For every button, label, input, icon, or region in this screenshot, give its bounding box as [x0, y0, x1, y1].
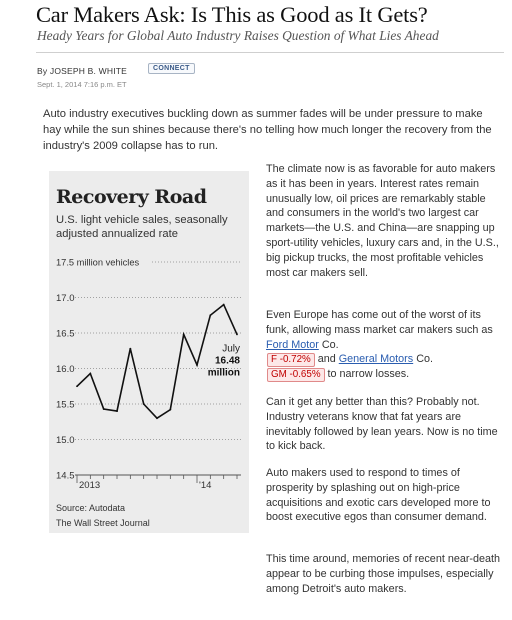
chart-source: Source: Autodata: [56, 503, 126, 513]
data-point: [89, 373, 91, 375]
chart-credit: The Wall Street Journal: [56, 518, 150, 528]
data-point: [143, 403, 145, 405]
dateline: Sept. 1, 2014 7:16 p.m. ET: [37, 80, 127, 89]
data-point: [236, 334, 238, 336]
chart-svg: [49, 171, 249, 533]
byline: By JOSEPH B. WHITE: [37, 66, 128, 76]
paragraph-3: Can it get any better than this? Probably not. Industry veterans know that fat years are inevitably followed by lean years. Now is no time to kick back.: [266, 396, 498, 453]
annotation-unit: million: [207, 367, 240, 379]
general-motors-link[interactable]: General Motors: [338, 353, 414, 366]
y-axis-top-label: 17.5 million vehicles: [56, 257, 140, 268]
y-tick-label: 15.0: [56, 435, 75, 446]
data-point: [116, 410, 118, 412]
y-tick-label: 16.5: [56, 328, 75, 340]
paragraph-5: This time around, memories of recent near-death appear to be curbing those impulses, especially among Detroit's auto makers.: [266, 553, 501, 595]
divider: [36, 52, 504, 53]
data-point: [169, 409, 171, 411]
data-point: [103, 408, 105, 410]
y-tick-label: 17.0: [56, 293, 75, 304]
chart-subtitle-line-2: adjusted annualized rate: [56, 228, 178, 240]
recovery-road-chart: [49, 171, 249, 533]
data-point: [76, 385, 78, 387]
ford-ticker-badge[interactable]: F -0.72%: [267, 353, 315, 367]
chart-subtitle-line-1: U.S. light vehicle sales, seasonally: [56, 214, 228, 226]
annotation-month: July: [222, 343, 240, 355]
lead-paragraph: Auto industry executives buckling down as summer fades will be under pressure to make hay while the sun shines because there's no telling how much longer the recovery from the industry's 2009 collapse has to run.: [43, 108, 492, 152]
paragraph-1: The climate now is as favorable for auto makers as it has been in years. Interest rates remain unusually low, oil prices are remarkably stable and consumers in the world's two largest car markets—the U.S. and China—are snapping up sport-utility vehicles, luxury cars and, in the U.S., big pickup trucks, the most profitable vehicles most car makers sell.: [266, 163, 499, 279]
sales-series-line: [77, 305, 237, 419]
data-point: [183, 334, 185, 336]
data-point: [156, 417, 158, 419]
paragraph-2: [266, 308, 506, 382]
company-suffix: Co.: [416, 353, 433, 366]
gm-ticker-badge[interactable]: GM -0.65%: [267, 368, 325, 382]
y-tick-label: 14.5: [56, 470, 75, 482]
paragraph-2-ending: to narrow losses.: [327, 368, 410, 381]
data-point: [223, 304, 225, 306]
headline: Car Makers Ask: Is This as Good as It Gets?: [36, 2, 428, 27]
connect-button[interactable]: CONNECT: [148, 63, 195, 74]
x-tick-label: 2013: [79, 480, 101, 491]
paragraph-2-text: Even Europe has come out of the worst of its funk, allowing mass market car makers such as: [266, 309, 493, 336]
data-point: [129, 348, 131, 350]
annotation-value: 16.48: [214, 355, 240, 367]
paragraph-4: Auto makers used to respond to times of prosperity by splashing out on high-price acquisitions and exotic cars developed more to boost executive egos than consumer demand.: [266, 467, 491, 524]
company-suffix: Co.: [321, 338, 339, 351]
data-point: [209, 314, 211, 316]
data-point: [196, 364, 198, 366]
x-tick-label: '14: [199, 480, 212, 491]
subheadline: Heady Years for Global Auto Industry Raises Question of What Lies Ahead: [37, 28, 439, 43]
ford-motor-link[interactable]: Ford Motor: [266, 338, 319, 351]
y-tick-label: 16.0: [56, 364, 75, 375]
y-tick-label: 15.5: [56, 399, 75, 411]
chart-title: Recovery Road: [56, 186, 207, 208]
conjunction: and: [317, 353, 336, 366]
